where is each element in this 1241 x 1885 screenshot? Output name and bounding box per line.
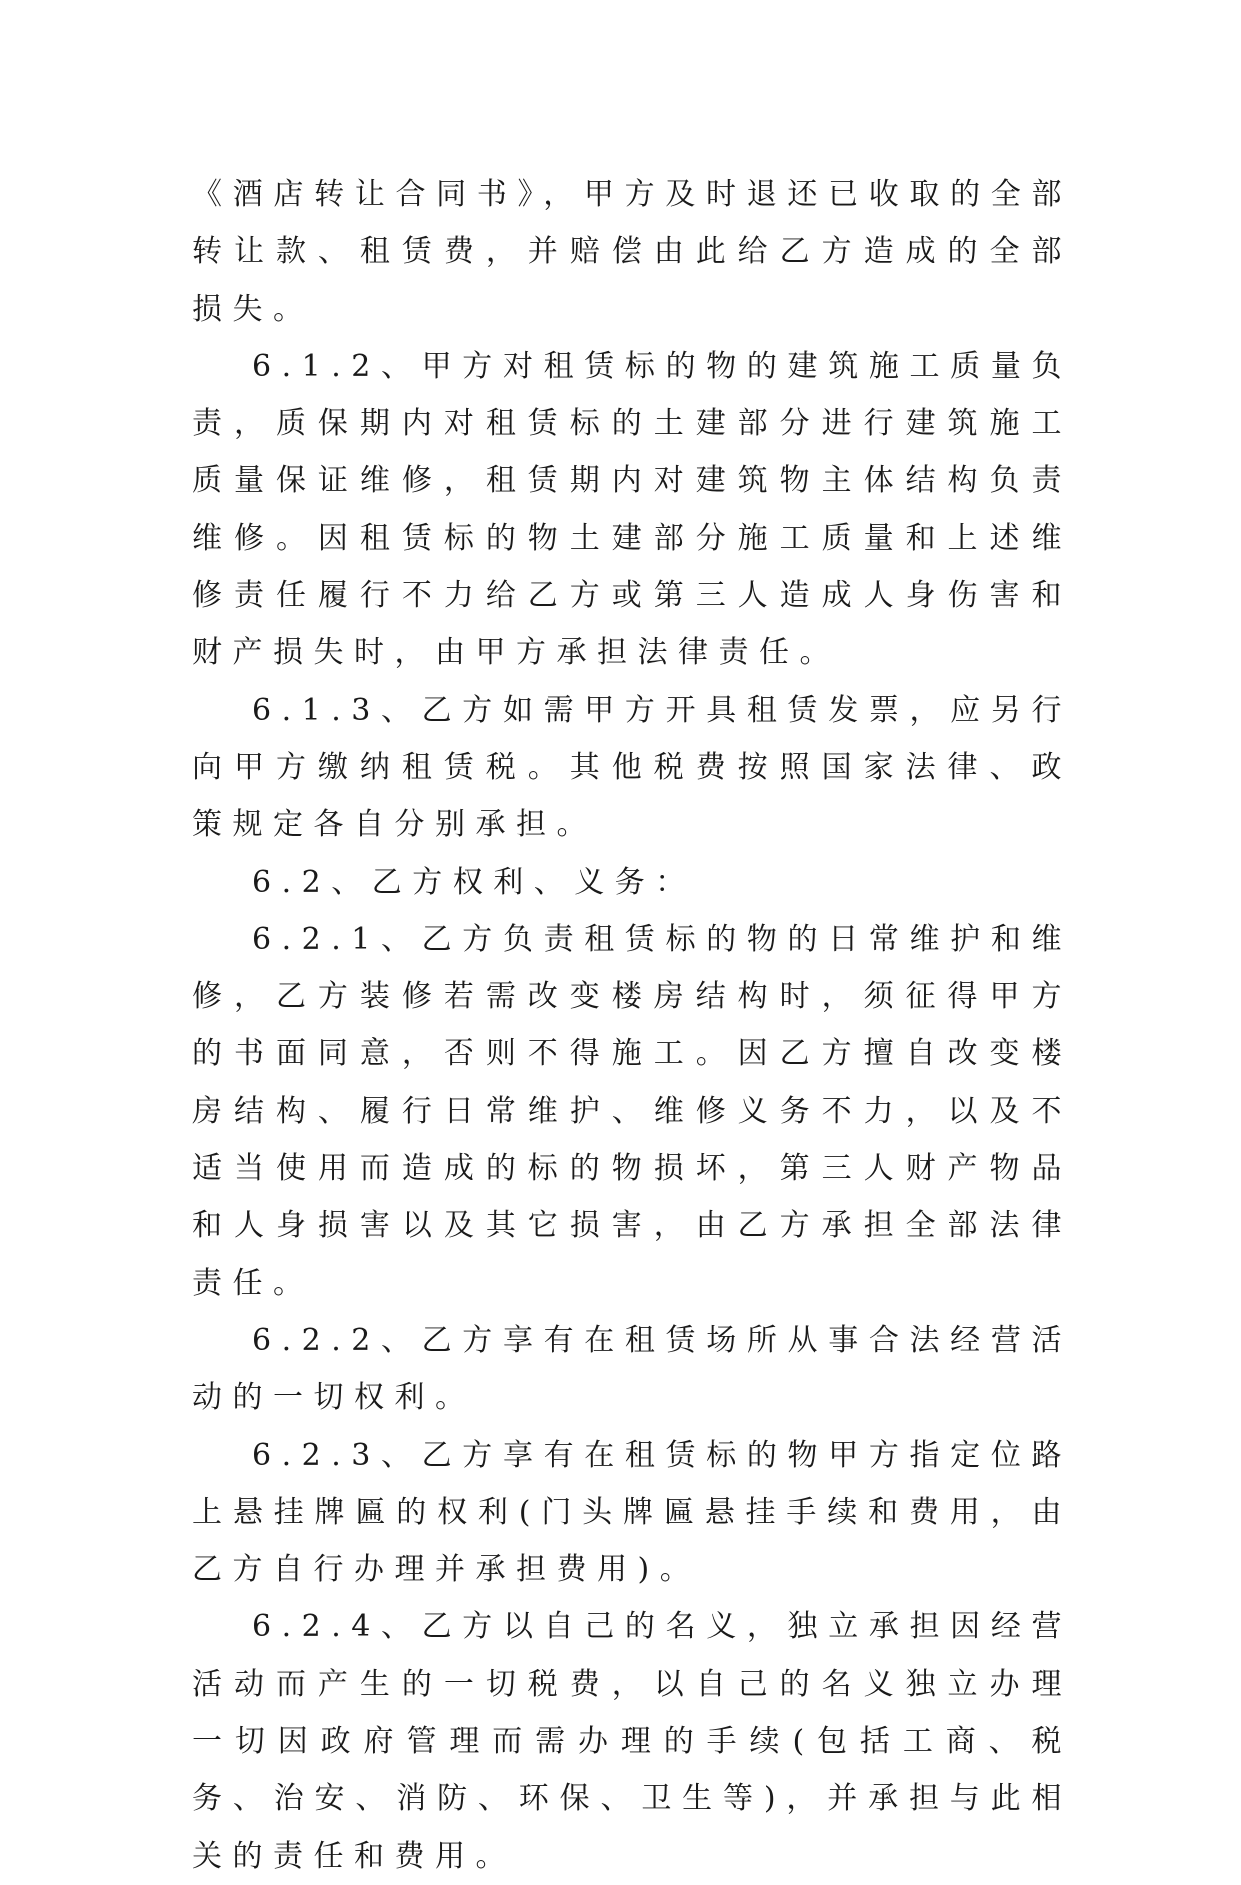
paragraph-6-2-4: 6.2.4、乙方以自己的名义，独立承担因经营活动而产生的一切税费，以自己的名义独立办理一切因政府管理而需办理的手续(包括工商、税务、治安、消防、环保、卫生等)，并承担与此相关的责任和费用。 xyxy=(192,1609,1072,1874)
paragraph-6-1-2: 6.1.2、甲方对租赁标的物的建筑施工质量负责，质保期内对租赁标的土建部分进行建筑施工质量保证维修，租赁期内对建筑物主体结构负责维修。因租赁标的物土建部分施工质量和上述维修责任履行不力给乙方或第三人造成人身伤害和财产损失时，由甲方承担法律责任。 xyxy=(192,348,1072,671)
document-body xyxy=(192,166,1072,1885)
paragraph-6-2-1: 6.2.1、乙方负责租赁标的物的日常维护和维修，乙方装修若需改变楼房结构时，须征得甲方的书面同意，否则不得施工。因乙方擅自改变楼房结构、履行日常维护、维修义务不力，以及不适当使用而造成的标的物损坏，第三人财产物品和人身损害以及其它损害，由乙方承担全部法律责任。 xyxy=(192,921,1072,1301)
paragraph-continued: 《酒店转让合同书》，甲方及时退还已收取的全部转让款、租赁费，并赔偿由此给乙方造成的全部损失。 xyxy=(192,177,1072,327)
paragraph-6-2-2: 6.2.2、乙方享有在租赁场所从事合法经营活动的一切权利。 xyxy=(192,1322,1072,1416)
paragraph-6-2-3: 6.2.3、乙方享有在租赁标的物甲方指定位路上悬挂牌匾的权利(门头牌匾悬挂手续和费用，由乙方自行办理并承担费用)。 xyxy=(192,1437,1072,1588)
paragraph-6-1-3: 6.1.3、乙方如需甲方开具租赁发票，应另行向甲方缴纳租赁税。其他税费按照国家法律、政策规定各自分别承担。 xyxy=(192,692,1072,843)
paragraph-6-2: 6.2、乙方权利、义务： xyxy=(252,864,696,900)
